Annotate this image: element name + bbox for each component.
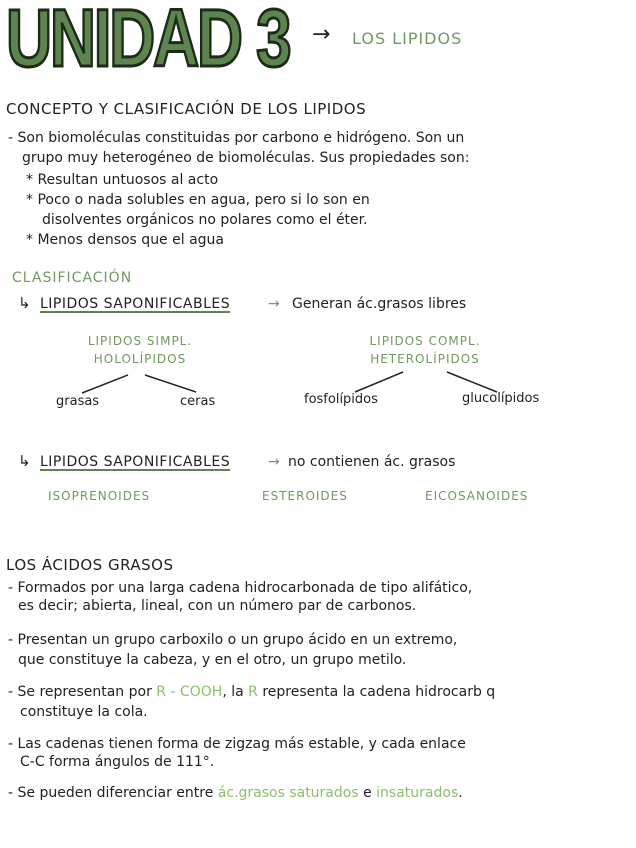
tree-leaf-ceras: ceras — [180, 394, 216, 409]
property-item: * Menos densos que el agua — [26, 232, 224, 248]
unit-title: UNIDAD 3 — [6, 0, 290, 84]
type-isoprenoides: ISOPRENOIDES — [48, 489, 151, 503]
bullet-1-line-2: es decir; abierta, lineal, con un número par de carbonos. — [18, 598, 417, 614]
tree-leaf-glucolipidos: glucolípidos — [462, 391, 540, 406]
bullet-5-end: . — [458, 785, 463, 801]
intro-line-1: - Son biomoléculas constituidas por carbono e hidrógeno. Son un — [8, 130, 465, 146]
bullet-3-post: representa la cadena hidrocarb q — [262, 684, 496, 700]
sap-prefix: ↳ — [18, 294, 31, 312]
bullet-3-pre: - Se representan por — [8, 684, 152, 700]
insap-arrow: → — [268, 454, 280, 470]
property-item: * Resultan untuosos al acto — [26, 172, 219, 188]
insap-title: LIPIDOS SAPONIFICABLES — [40, 454, 231, 470]
sap-description: Generan ác.grasos libres — [292, 296, 467, 312]
insap-description: no contienen ác. grasos — [288, 454, 456, 470]
bullet-1-line-1: - Formados por una larga cadena hidrocarbonada de tipo alifático, — [8, 580, 473, 596]
bullet-4-line-1: - Las cadenas tienen forma de zigzag más estable, y cada enlace — [8, 736, 466, 752]
formula-r-cooh: R - COOH — [156, 684, 223, 700]
concept-heading: CONCEPTO Y CLASIFICACIÓN DE LOS LIPIDOS — [6, 100, 367, 118]
insap-prefix: ↳ — [18, 452, 31, 470]
tree-leaf-grasas: grasas — [56, 394, 100, 409]
simple-lipids-line1: LIPIDOS SIMPL. — [87, 334, 193, 348]
classification-label: CLASIFICACIÓN — [12, 270, 133, 286]
bullet-3-line-1 — [8, 684, 495, 700]
bullet-4-line-2: C-C forma ángulos de 111°. — [20, 754, 215, 770]
title-arrow: → — [312, 22, 331, 47]
type-esteroides: ESTEROIDES — [262, 489, 348, 503]
bullet-3-mid: , la — [222, 684, 244, 700]
sap-title: LIPIDOS SAPONIFICABLES — [40, 296, 231, 312]
bullet-2-line-1: - Presentan un grupo carboxilo o un grupo ácido en un extremo, — [8, 632, 458, 648]
intro-line-2: grupo muy heterogéneo de biomoléculas. Sus propiedades son: — [22, 150, 470, 166]
sap-arrow: → — [268, 296, 280, 312]
saturated-fatty-acids: ác.grasos saturados — [217, 785, 359, 801]
tree-leaf-fosfolipidos: fosfolípidos — [304, 392, 378, 407]
bullet-5-line-1 — [8, 785, 463, 801]
formula-r: R — [248, 684, 258, 700]
fatty-acids-heading: LOS ÁCIDOS GRASOS — [6, 556, 174, 574]
complex-lipids-line2: HETEROLÍPIDOS — [370, 352, 480, 366]
bullet-5-mid: e — [363, 785, 372, 801]
bullet-5-pre: - Se pueden diferenciar entre — [8, 785, 214, 801]
simple-lipids-line2: HOLOLÍPIDOS — [93, 352, 187, 366]
complex-lipids-line1: LIPIDOS COMPL. — [369, 334, 481, 348]
type-eicosanoides: EICOSANOIDES — [425, 489, 529, 503]
property-item: disolventes orgánicos no polares como el éter. — [42, 212, 368, 228]
unsaturated-fatty-acids: insaturados — [376, 785, 459, 801]
unit-subtitle: LOS LIPIDOS — [352, 29, 463, 48]
bullet-3-line-2: constituye la cola. — [20, 704, 148, 720]
property-item: * Poco o nada solubles en agua, pero si lo son en — [26, 192, 370, 208]
bullet-2-line-2: que constituye la cabeza, y en el otro, un grupo metilo. — [18, 652, 407, 668]
